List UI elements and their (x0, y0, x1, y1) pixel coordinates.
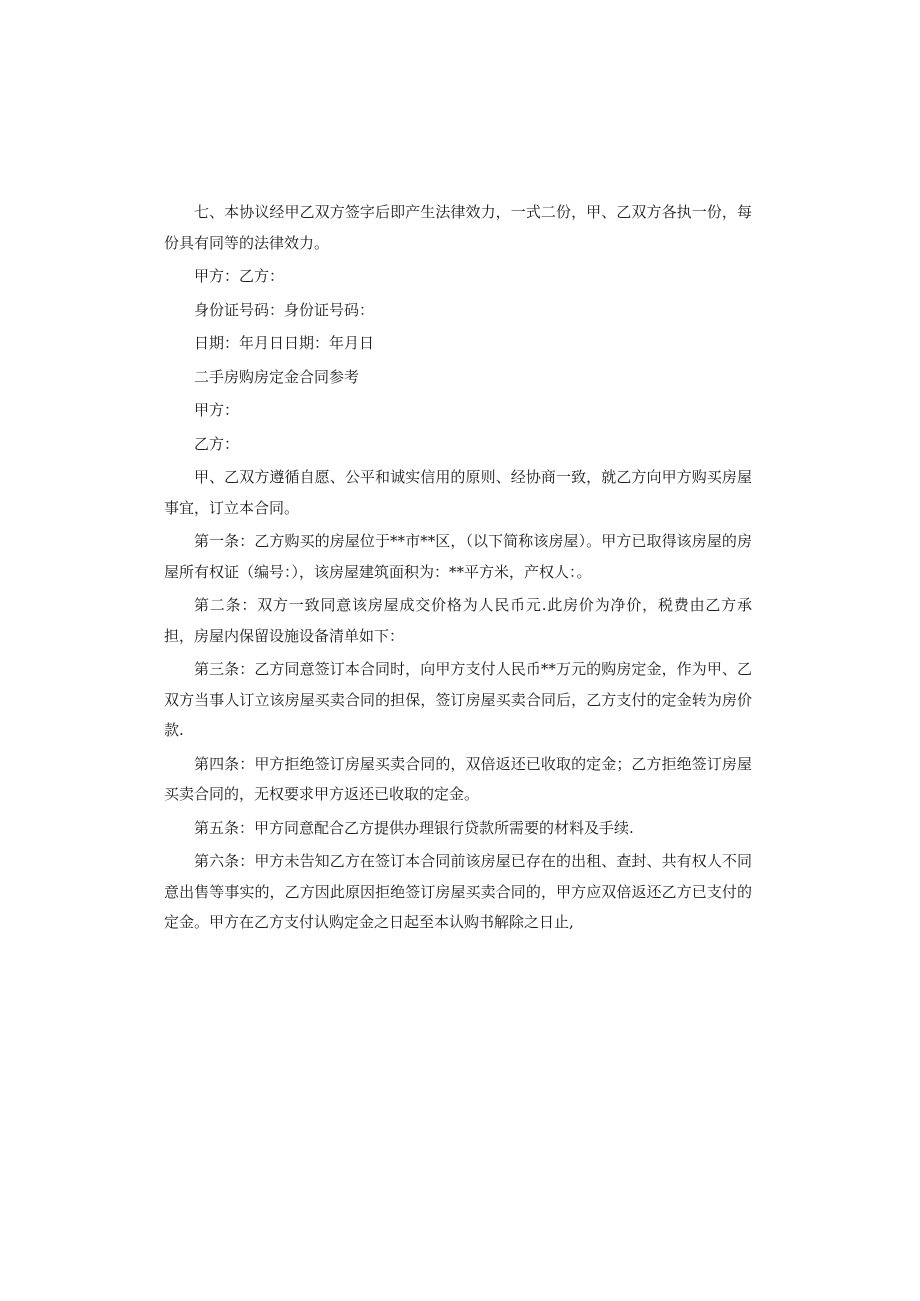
article-one: 第一条：乙方购买的房屋位于**市**区，（以下简称该房屋）。甲方已取得该房屋的房屋所有权证（编号：），该房屋建筑面积为：**平方米，产权人：。 (164, 532, 752, 581)
document-body (164, 197, 752, 938)
article-four: 第四条：甲方拒绝签订房屋买卖合同的，双倍返还已收取的定金；乙方拒绝签订房屋买卖合同的，无权要求甲方返还已收取的定金。 (164, 754, 752, 803)
clause-seven: 七、本协议经甲乙双方签字后即产生法律效力，一式二份，甲、乙双方各执一份，每份具有同等的法律效力。 (164, 203, 752, 252)
article-two: 第二条：双方一致同意该房屋成交价格为人民币元.此房价为净价，税费由乙方承担，房屋内保留设施设备清单如下： (164, 596, 752, 645)
party-b-line: 乙方： (194, 434, 240, 453)
signature-id-numbers: 身份证号码：身份证号码： (194, 300, 375, 319)
signature-dates: 日期：年月日日期：年月日 (194, 334, 375, 352)
article-five: 第五条：甲方同意配合乙方提供办理银行贷款所需要的材料及手续. (194, 818, 634, 837)
preamble: 甲、乙双方遵循自愿、公平和诚实信用的原则、经协商一致，就乙方向甲方购买房屋事宜，订立本合同。 (164, 468, 752, 517)
contract-title: 二手房购房定金合同参考 (194, 367, 360, 386)
signature-parties: 甲方：乙方： (194, 267, 285, 285)
article-three: 第三条：乙方同意签订本合同时，向甲方支付人民币**万元的购房定金，作为甲、乙双方当事人订立该房屋买卖合同的担保，签订房屋买卖合同后，乙方支付的定金转为房价款. (164, 660, 752, 739)
party-a-line: 甲方： (194, 401, 240, 419)
article-six: 第六条：甲方未告知乙方在签订本合同前该房屋已存在的出租、查封、共有权人不同意出售等事实的，乙方因此原因拒绝签订房屋买卖合同的，甲方应双倍返还乙方已支付的定金。甲方在乙方支付认购定金之日起至本认购书解除之日止, (164, 852, 752, 931)
